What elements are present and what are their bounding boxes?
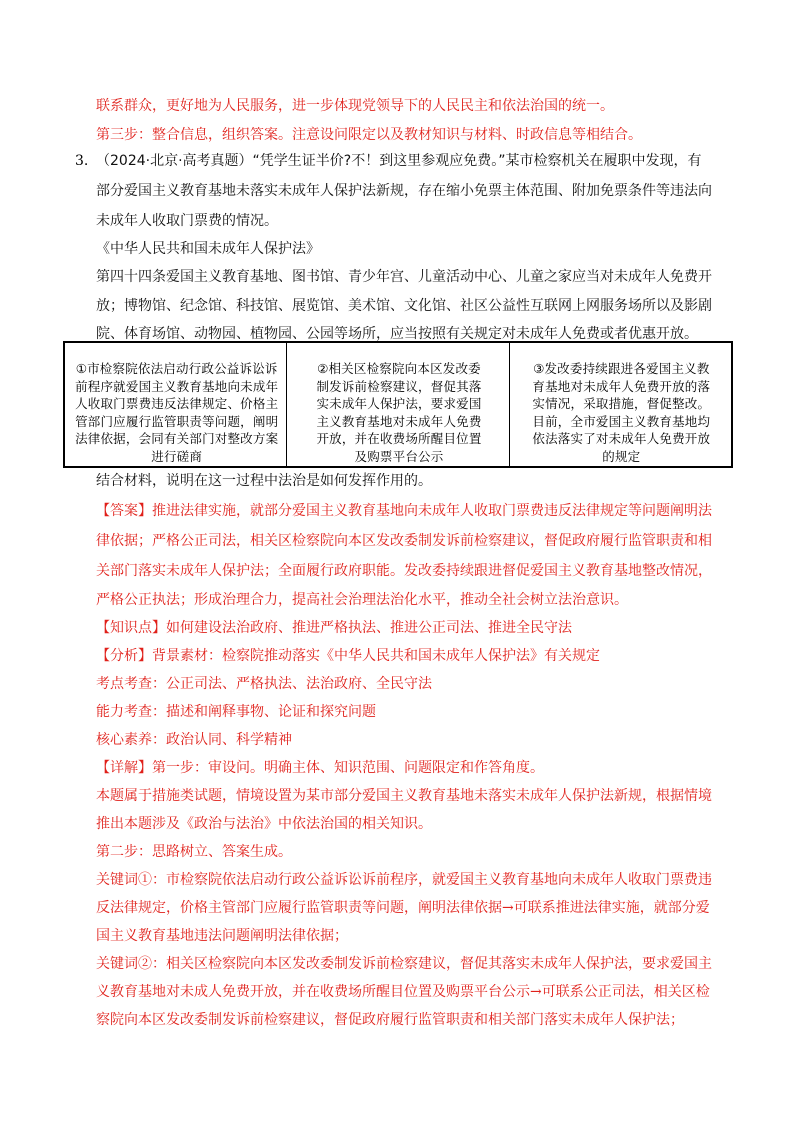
core-literacy-line: 核心素养：政治认同、科学精神 xyxy=(96,732,292,748)
question-prompt: 结合材料，说明在这一过程中法治是如何发挥作用的。 xyxy=(96,473,432,489)
cell-2-line: 制发诉前检察建议，督促其落 xyxy=(316,378,482,394)
cell-1-line: 前程序就爱国主义教育基地向未成年 xyxy=(75,378,279,394)
cell-3-line: 育基地对未成年人免费开放的落 xyxy=(532,378,711,394)
cell-1-line: 人收取门票费违反法律规定、价格主 xyxy=(75,396,279,411)
cell-3-line: 依法落实了对未成年人免费开放 xyxy=(532,431,711,446)
cell-2-line: 主义教育基地对未成年人免费 xyxy=(316,413,482,429)
detail-line-2: 推出本题涉及《政治与法治》中依法治国的相关知识。 xyxy=(96,816,432,832)
cell-2-line: 实未成年人保护法，要求爱国 xyxy=(316,396,482,411)
law-line-3: 院、体育场馆、动物园、植物园、公园等场所，应当按照有关规定对未成年人免费或者优惠开放。 xyxy=(96,326,698,342)
cell-1-line: 法律依据，会同有关部门对整改方案 xyxy=(75,431,279,446)
answer-line-2: 律依据；严格公正司法，相关区检察院向本区发改委制发诉前检察建议，督促政府履行监管职责和相 xyxy=(96,533,712,549)
answer-line-4: 严格公正执法；形成治理合力，提高社会治理法治化水平，推动全社会树立法治意识。 xyxy=(96,592,628,608)
material-table xyxy=(63,341,733,468)
law-line-1: 第四十四条爱国主义教育基地、图书馆、青少年宫、儿童活动中心、儿童之家应当对未成年人免费开 xyxy=(96,269,712,285)
question-number: 3. xyxy=(75,153,89,169)
analysis-line: 【分析】背景素材：检察院推动落实《中华人民共和国未成年人保护法》有关规定 xyxy=(96,648,600,664)
table-cell-3 xyxy=(510,343,731,466)
keyword-2-line-3: 察院向本区发改委制发诉前检察建议，督促政府履行监管职责和相关部门落实未成年人保护法； xyxy=(96,1012,684,1028)
law-line-2: 放；博物馆、纪念馆、科技馆、展览馆、美术馆、文化馆、社区公益性互联网上网服务场所以及影剧 xyxy=(96,298,712,314)
intro-line-1: 联系群众，更好地为人民服务，进一步体现党领导下的人民民主和依法治国的统一。 xyxy=(96,98,614,114)
cell-1-line: 进行磋商 xyxy=(151,448,203,464)
intro-line-2: 第三步：整合信息，组织答案。注意设问限定以及教材知识与材料、时政信息等相结合。 xyxy=(96,127,642,143)
answer-line-1: 【答案】推进法律实施，就部分爱国主义教育基地向未成年人收取门票费违反法律规定等问题阐明法 xyxy=(96,503,712,519)
cell-2-line: ②相关区检察院向本区发改委 xyxy=(317,361,481,376)
cell-3-line: 实情况，采取措施，督促整改。 xyxy=(532,396,711,411)
cell-3-line: 目前，全市爱国主义教育基地均 xyxy=(532,413,711,429)
table-cell-2 xyxy=(287,343,509,466)
cell-2-line: 及购票平台公示 xyxy=(354,448,444,464)
keyword-2-line-2: 义教育基地对未成人免费开放，并在收费场所醒目位置及购票平台公示→可联系公正司法，相关区检 xyxy=(96,984,710,1000)
keyword-1-line-3: 国主义教育基地违法问题阐明法律依据； xyxy=(96,928,348,944)
detail-line-1: 本题属于措施类试题，情境设置为某市部分爱国主义教育基地未落实未成年人保护法新规，根据情境 xyxy=(96,788,712,804)
law-title: 《中华人民共和国未成年人保护法》 xyxy=(96,241,320,257)
ability-line: 能力考查：描述和阐释事物、论证和探究问题 xyxy=(96,704,376,720)
question-line-2: 部分爱国主义教育基地未落实未成年人保护法新规，存在缩小免票主体范围、附加免票条件等违法向 xyxy=(96,183,712,199)
cell-2-line: 开放，并在收费场所醒目位置 xyxy=(316,431,482,446)
table-cell-1 xyxy=(65,343,287,466)
cell-3-line: 的规定 xyxy=(602,448,641,464)
detail-step-2: 第二步：思路树立、答案生成。 xyxy=(96,844,292,860)
exam-point-line: 考点考查：公正司法、严格执法、法治政府、全民守法 xyxy=(96,676,432,692)
cell-1-line: ①市检察院依法启动行政公益诉讼诉 xyxy=(75,361,278,376)
keyword-2-line-1: 关键词②：相关区检察院向本区发改委制发诉前检察建议，督促其落实未成年人保护法，要求爱国主 xyxy=(96,956,712,972)
cell-3-line: ③发改委持续跟进各爱国主义教 xyxy=(533,361,710,376)
question-line-3: 未成年人收取门票费的情况。 xyxy=(96,213,278,229)
keyword-1-line-2: 反法律规定，价格主管部门应履行监管职责等问题，阐明法律依据→可联系推进法律实施，就部分爱 xyxy=(96,900,710,916)
question-line-1: （2024·北京·高考真题）“凭学生证半价?不！到这里参观应免费。”某市检察机关在履职中发现，有 xyxy=(96,153,702,169)
detail-step-1: 【详解】第一步：审设问。明确主体、知识范围、问题限定和作答角度。 xyxy=(96,760,544,776)
knowledge-point: 【知识点】如何建设法治政府、推进严格执法、推进公正司法、推进全民守法 xyxy=(96,620,572,636)
cell-1-line: 管部门应履行监管职责等问题，阐明 xyxy=(75,413,279,429)
answer-line-3: 关部门落实未成年人保护法；全面履行政府职能。发改委持续跟进督促爱国主义教育基地整改情况， xyxy=(96,563,712,579)
keyword-1-line-1: 关键词①：市检察院依法启动行政公益诉讼诉前程序，就爱国主义教育基地向未成年人收取门票费违 xyxy=(96,872,712,888)
